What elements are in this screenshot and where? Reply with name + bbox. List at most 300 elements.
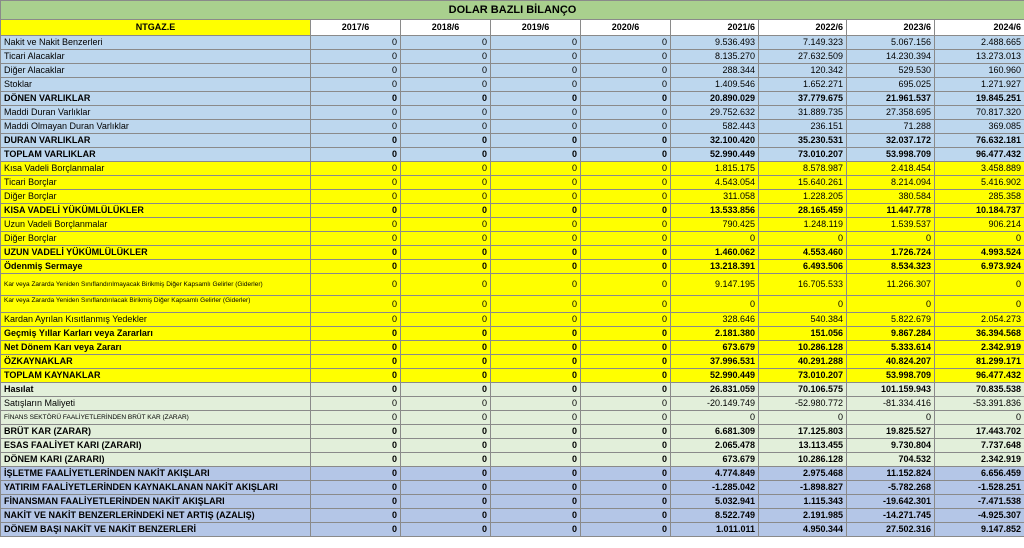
value-cell: 5.067.156 [847, 36, 935, 50]
value-cell: 0 [491, 369, 581, 383]
value-cell: -19.642.301 [847, 495, 935, 509]
value-cell: 0 [401, 50, 491, 64]
value-cell: 0 [401, 260, 491, 274]
table-row [1, 218, 1024, 232]
value-cell: 19.825.527 [847, 425, 935, 439]
value-cell: -4.925.307 [935, 509, 1024, 523]
row-label: Ticari Borçlar [1, 176, 311, 190]
value-cell: 13.218.391 [671, 260, 759, 274]
value-cell: 0 [401, 397, 491, 411]
value-cell: 0 [401, 218, 491, 232]
value-cell: 19.845.251 [935, 92, 1024, 106]
value-cell: 52.990.449 [671, 148, 759, 162]
row-label: DURAN VARLIKLAR [1, 134, 311, 148]
value-cell: 0 [491, 78, 581, 92]
value-cell: 2.191.985 [759, 509, 847, 523]
value-cell: 0 [401, 274, 491, 296]
value-cell: 0 [581, 148, 671, 162]
value-cell: 0 [491, 190, 581, 204]
value-cell: 27.358.695 [847, 106, 935, 120]
value-cell: 101.159.943 [847, 383, 935, 397]
value-cell: -1.528.251 [935, 481, 1024, 495]
value-cell: 27.502.316 [847, 523, 935, 537]
value-cell: 0 [311, 260, 401, 274]
value-cell: 13.113.455 [759, 439, 847, 453]
value-cell: 0 [581, 50, 671, 64]
value-cell: 0 [935, 274, 1024, 296]
row-label: Hasılat [1, 383, 311, 397]
value-cell: 0 [401, 64, 491, 78]
value-cell: 2.054.273 [935, 313, 1024, 327]
value-cell: 0 [581, 355, 671, 369]
value-cell: -1.898.827 [759, 481, 847, 495]
value-cell: 0 [401, 523, 491, 537]
value-cell: 0 [581, 218, 671, 232]
value-cell: 70.106.575 [759, 383, 847, 397]
value-cell: 76.632.181 [935, 134, 1024, 148]
row-label: TOPLAM KAYNAKLAR [1, 369, 311, 383]
row-label: Uzun Vadeli Borçlanmalar [1, 218, 311, 232]
table-row [1, 453, 1024, 467]
value-cell: 0 [581, 369, 671, 383]
value-cell: 0 [401, 120, 491, 134]
value-cell: 0 [401, 176, 491, 190]
value-cell: 1.652.271 [759, 78, 847, 92]
value-cell: 0 [401, 411, 491, 425]
value-cell: 0 [671, 232, 759, 246]
value-cell: 0 [311, 495, 401, 509]
value-cell: 1.539.537 [847, 218, 935, 232]
row-label: DÖNEM BAŞI NAKİT VE NAKİT BENZERLERİ [1, 523, 311, 537]
value-cell: 96.477.432 [935, 148, 1024, 162]
value-cell: 0 [311, 411, 401, 425]
table-row [1, 204, 1024, 218]
value-cell: 5.416.902 [935, 176, 1024, 190]
value-cell: 10.286.128 [759, 453, 847, 467]
value-cell: 0 [401, 232, 491, 246]
value-cell: 0 [311, 148, 401, 162]
value-cell: 3.458.889 [935, 162, 1024, 176]
value-cell: 4.553.460 [759, 246, 847, 260]
value-cell: 0 [491, 246, 581, 260]
value-cell: 0 [581, 425, 671, 439]
value-cell: 5.032.941 [671, 495, 759, 509]
value-cell: 0 [491, 106, 581, 120]
value-cell: 0 [491, 36, 581, 50]
value-cell: 0 [491, 64, 581, 78]
value-cell: 0 [311, 355, 401, 369]
row-label: Nakit ve Nakit Benzerleri [1, 36, 311, 50]
value-cell: 9.147.852 [935, 523, 1024, 537]
row-label: Diğer Alacaklar [1, 64, 311, 78]
sheet-title: DOLAR BAZLI BİLANÇO [1, 1, 1024, 20]
row-label: Ticari Alacaklar [1, 50, 311, 64]
row-label: Diğer Borçlar [1, 232, 311, 246]
table-row [1, 134, 1024, 148]
value-cell: 35.230.531 [759, 134, 847, 148]
value-cell: 1.011.011 [671, 523, 759, 537]
value-cell: 6.493.506 [759, 260, 847, 274]
header-row [1, 20, 1024, 36]
value-cell: 11.447.778 [847, 204, 935, 218]
value-cell: 0 [311, 296, 401, 313]
value-cell: 0 [491, 453, 581, 467]
value-cell: 0 [311, 162, 401, 176]
value-cell: 0 [491, 260, 581, 274]
value-cell: 8.578.987 [759, 162, 847, 176]
value-cell: 0 [759, 296, 847, 313]
value-cell: 17.125.803 [759, 425, 847, 439]
value-cell: 0 [311, 509, 401, 523]
table-row [1, 148, 1024, 162]
value-cell: 0 [491, 523, 581, 537]
table-row [1, 50, 1024, 64]
row-label: FİNANS SEKTÖRÜ FAALİYETLERİNDEN BRÜT KAR (ZARAR) [1, 411, 311, 425]
value-cell: 0 [491, 176, 581, 190]
value-cell: 13.273.013 [935, 50, 1024, 64]
value-cell: 0 [491, 313, 581, 327]
value-cell: 2.488.665 [935, 36, 1024, 50]
value-cell: 0 [311, 467, 401, 481]
year-header: 2021/6 [671, 20, 759, 36]
row-label: Maddi Olmayan Duran Varlıklar [1, 120, 311, 134]
table-row [1, 495, 1024, 509]
value-cell: 0 [401, 204, 491, 218]
value-cell: 8.214.094 [847, 176, 935, 190]
value-cell: 0 [581, 383, 671, 397]
row-label: Ödenmiş Sermaye [1, 260, 311, 274]
value-cell: 20.890.029 [671, 92, 759, 106]
value-cell: 0 [581, 92, 671, 106]
value-cell: 15.640.261 [759, 176, 847, 190]
value-cell: 70.817.320 [935, 106, 1024, 120]
row-label: DÖNEM KARI (ZARARI) [1, 453, 311, 467]
value-cell: 0 [401, 495, 491, 509]
value-cell: 70.835.538 [935, 383, 1024, 397]
table-row [1, 467, 1024, 481]
table-row [1, 411, 1024, 425]
value-cell: 1.409.546 [671, 78, 759, 92]
value-cell: 0 [311, 397, 401, 411]
value-cell: 0 [581, 204, 671, 218]
value-cell: 369.085 [935, 120, 1024, 134]
row-label: Diğer Borçlar [1, 190, 311, 204]
value-cell: 0 [401, 369, 491, 383]
value-cell: 0 [311, 439, 401, 453]
value-cell: 4.993.524 [935, 246, 1024, 260]
row-label: BRÜT KAR (ZARAR) [1, 425, 311, 439]
row-label: Geçmiş Yıllar Karları veya Zararları [1, 327, 311, 341]
value-cell: 1.815.175 [671, 162, 759, 176]
table-row [1, 260, 1024, 274]
value-cell: 0 [401, 36, 491, 50]
value-cell: 0 [581, 341, 671, 355]
value-cell: 26.831.059 [671, 383, 759, 397]
value-cell: 2.975.468 [759, 467, 847, 481]
value-cell: 0 [491, 204, 581, 218]
value-cell: 0 [847, 411, 935, 425]
value-cell: 0 [401, 313, 491, 327]
value-cell: 1.115.343 [759, 495, 847, 509]
value-cell: 37.996.531 [671, 355, 759, 369]
value-cell: 0 [581, 523, 671, 537]
value-cell: 0 [491, 495, 581, 509]
value-cell: 7.149.323 [759, 36, 847, 50]
value-cell: 0 [311, 369, 401, 383]
value-cell: 540.384 [759, 313, 847, 327]
value-cell: 0 [311, 523, 401, 537]
value-cell: 6.973.924 [935, 260, 1024, 274]
value-cell: 0 [311, 190, 401, 204]
value-cell: 73.010.207 [759, 148, 847, 162]
value-cell: 13.533.856 [671, 204, 759, 218]
value-cell: 0 [581, 481, 671, 495]
value-cell: 906.214 [935, 218, 1024, 232]
row-label: ÖZKAYNAKLAR [1, 355, 311, 369]
value-cell: 285.358 [935, 190, 1024, 204]
value-cell: 328.646 [671, 313, 759, 327]
value-cell: 0 [581, 78, 671, 92]
value-cell: 0 [759, 232, 847, 246]
value-cell: 0 [401, 355, 491, 369]
value-cell: 0 [581, 467, 671, 481]
table-row [1, 246, 1024, 260]
value-cell: 0 [401, 78, 491, 92]
year-header: 2018/6 [401, 20, 491, 36]
table-row [1, 92, 1024, 106]
value-cell: 0 [401, 467, 491, 481]
row-label: Kar veya Zararda Yeniden Sınıflandırılacak Birikmiş Diğer Kapsamlı Gelirler (Giderler) [1, 296, 311, 313]
value-cell: 10.286.128 [759, 341, 847, 355]
value-cell: 151.056 [759, 327, 847, 341]
value-cell: 0 [311, 120, 401, 134]
value-cell: 27.632.509 [759, 50, 847, 64]
value-cell: 11.152.824 [847, 467, 935, 481]
value-cell: 8.522.749 [671, 509, 759, 523]
value-cell: 0 [671, 296, 759, 313]
value-cell: 0 [581, 134, 671, 148]
row-label: Kar veya Zararda Yeniden Sınıflandırılmayacak Birikmiş Diğer Kapsamlı Gelirler (Giderler) [1, 274, 311, 296]
table-row [1, 341, 1024, 355]
value-cell: 21.961.537 [847, 92, 935, 106]
value-cell: 790.425 [671, 218, 759, 232]
table-row [1, 355, 1024, 369]
value-cell: 0 [491, 50, 581, 64]
value-cell: 0 [581, 397, 671, 411]
value-cell: 0 [581, 120, 671, 134]
table-row [1, 78, 1024, 92]
value-cell: 0 [491, 439, 581, 453]
row-label: Kısa Vadeli Borçlanmalar [1, 162, 311, 176]
value-cell: 0 [311, 481, 401, 495]
value-cell: 0 [311, 453, 401, 467]
value-cell: 0 [491, 411, 581, 425]
row-label: Satışların Maliyeti [1, 397, 311, 411]
value-cell: 0 [581, 439, 671, 453]
value-cell: 0 [401, 341, 491, 355]
value-cell: 0 [401, 148, 491, 162]
value-cell: 32.100.420 [671, 134, 759, 148]
value-cell: 9.730.804 [847, 439, 935, 453]
value-cell: 0 [491, 481, 581, 495]
value-cell: 0 [491, 467, 581, 481]
value-cell: 0 [311, 313, 401, 327]
table-row [1, 162, 1024, 176]
row-label: YATIRIM FAALİYETLERİNDEN KAYNAKLANAN NAKİT AKIŞLARI [1, 481, 311, 495]
value-cell: 0 [491, 397, 581, 411]
value-cell: 0 [581, 246, 671, 260]
value-cell: 120.342 [759, 64, 847, 78]
year-header: 2022/6 [759, 20, 847, 36]
value-cell: 0 [311, 64, 401, 78]
value-cell: 0 [311, 92, 401, 106]
year-header: 2020/6 [581, 20, 671, 36]
value-cell: 40.291.288 [759, 355, 847, 369]
value-cell: 673.679 [671, 453, 759, 467]
value-cell: 0 [491, 327, 581, 341]
value-cell: 0 [311, 274, 401, 296]
value-cell: 0 [491, 425, 581, 439]
table-row [1, 274, 1024, 296]
value-cell: 0 [311, 204, 401, 218]
value-cell: 0 [491, 92, 581, 106]
value-cell: 0 [581, 313, 671, 327]
value-cell: 0 [311, 425, 401, 439]
table-row [1, 64, 1024, 78]
value-cell: 37.779.675 [759, 92, 847, 106]
value-cell: 14.230.394 [847, 50, 935, 64]
value-cell: -7.471.538 [935, 495, 1024, 509]
value-cell: 0 [491, 148, 581, 162]
value-cell: 9.536.493 [671, 36, 759, 50]
table-row [1, 369, 1024, 383]
table-row [1, 313, 1024, 327]
value-cell: 81.299.171 [935, 355, 1024, 369]
row-label: Maddi Duran Varlıklar [1, 106, 311, 120]
value-cell: 0 [311, 134, 401, 148]
table-row [1, 106, 1024, 120]
row-label: FİNANSMAN FAALİYETLERİNDEN NAKİT AKIŞLARI [1, 495, 311, 509]
value-cell: 1.271.927 [935, 78, 1024, 92]
value-cell: 53.998.709 [847, 369, 935, 383]
value-cell: 2.342.919 [935, 453, 1024, 467]
value-cell: 36.394.568 [935, 327, 1024, 341]
value-cell: 6.681.309 [671, 425, 759, 439]
value-cell: 9.147.195 [671, 274, 759, 296]
value-cell: 0 [847, 296, 935, 313]
value-cell: 0 [581, 36, 671, 50]
table-row [1, 425, 1024, 439]
value-cell: 0 [311, 383, 401, 397]
value-cell: 0 [581, 232, 671, 246]
value-cell: 17.443.702 [935, 425, 1024, 439]
value-cell: 0 [401, 106, 491, 120]
year-header: 2023/6 [847, 20, 935, 36]
table-row [1, 439, 1024, 453]
value-cell: 0 [581, 106, 671, 120]
value-cell: 0 [311, 232, 401, 246]
value-cell: 29.752.632 [671, 106, 759, 120]
value-cell: 0 [311, 50, 401, 64]
value-cell: 160.960 [935, 64, 1024, 78]
value-cell: 0 [311, 218, 401, 232]
value-cell: 0 [581, 453, 671, 467]
table-row [1, 232, 1024, 246]
value-cell: 28.165.459 [759, 204, 847, 218]
value-cell: 0 [581, 162, 671, 176]
value-cell: 2.065.478 [671, 439, 759, 453]
value-cell: 0 [581, 296, 671, 313]
value-cell: 0 [311, 341, 401, 355]
table-row [1, 383, 1024, 397]
year-header: 2024/6 [935, 20, 1024, 36]
value-cell: 582.443 [671, 120, 759, 134]
value-cell: 31.889.735 [759, 106, 847, 120]
value-cell: 0 [491, 274, 581, 296]
value-cell: 0 [581, 64, 671, 78]
table-row [1, 327, 1024, 341]
row-label: Stoklar [1, 78, 311, 92]
table-row [1, 481, 1024, 495]
value-cell: 380.584 [847, 190, 935, 204]
value-cell: 288.344 [671, 64, 759, 78]
value-cell: 0 [581, 190, 671, 204]
row-label: Kardan Ayrılan Kısıtlanmış Yedekler [1, 313, 311, 327]
value-cell: 0 [311, 78, 401, 92]
value-cell: -1.285.042 [671, 481, 759, 495]
value-cell: 73.010.207 [759, 369, 847, 383]
value-cell: 2.342.919 [935, 341, 1024, 355]
value-cell: 0 [401, 439, 491, 453]
value-cell: 0 [401, 453, 491, 467]
value-cell: 311.058 [671, 190, 759, 204]
value-cell: 0 [401, 481, 491, 495]
value-cell: 0 [491, 134, 581, 148]
value-cell: 0 [491, 120, 581, 134]
value-cell: 0 [401, 162, 491, 176]
value-cell: 704.532 [847, 453, 935, 467]
value-cell: 0 [401, 383, 491, 397]
value-cell: 0 [935, 411, 1024, 425]
value-cell: 0 [401, 296, 491, 313]
table-row [1, 296, 1024, 313]
value-cell: 0 [491, 162, 581, 176]
year-header: 2017/6 [311, 20, 401, 36]
row-label: NAKİT VE NAKİT BENZERLERİNDEKİ NET ARTIŞ (AZALIŞ) [1, 509, 311, 523]
value-cell: 0 [935, 296, 1024, 313]
value-cell: 5.333.614 [847, 341, 935, 355]
value-cell: 0 [491, 383, 581, 397]
value-cell: 0 [311, 36, 401, 50]
value-cell: 236.151 [759, 120, 847, 134]
value-cell: -5.782.268 [847, 481, 935, 495]
value-cell: 1.248.119 [759, 218, 847, 232]
value-cell: 0 [401, 134, 491, 148]
value-cell: 7.737.648 [935, 439, 1024, 453]
value-cell: 0 [491, 355, 581, 369]
value-cell: 695.025 [847, 78, 935, 92]
value-cell: 8.135.270 [671, 50, 759, 64]
value-cell: 1.726.724 [847, 246, 935, 260]
table-row [1, 523, 1024, 537]
value-cell: 0 [401, 246, 491, 260]
value-cell: 0 [491, 232, 581, 246]
table-row [1, 36, 1024, 50]
row-label: ESAS FAALİYET KARI (ZARARI) [1, 439, 311, 453]
value-cell: 5.822.679 [847, 313, 935, 327]
value-cell: 0 [759, 411, 847, 425]
value-cell: 53.998.709 [847, 148, 935, 162]
